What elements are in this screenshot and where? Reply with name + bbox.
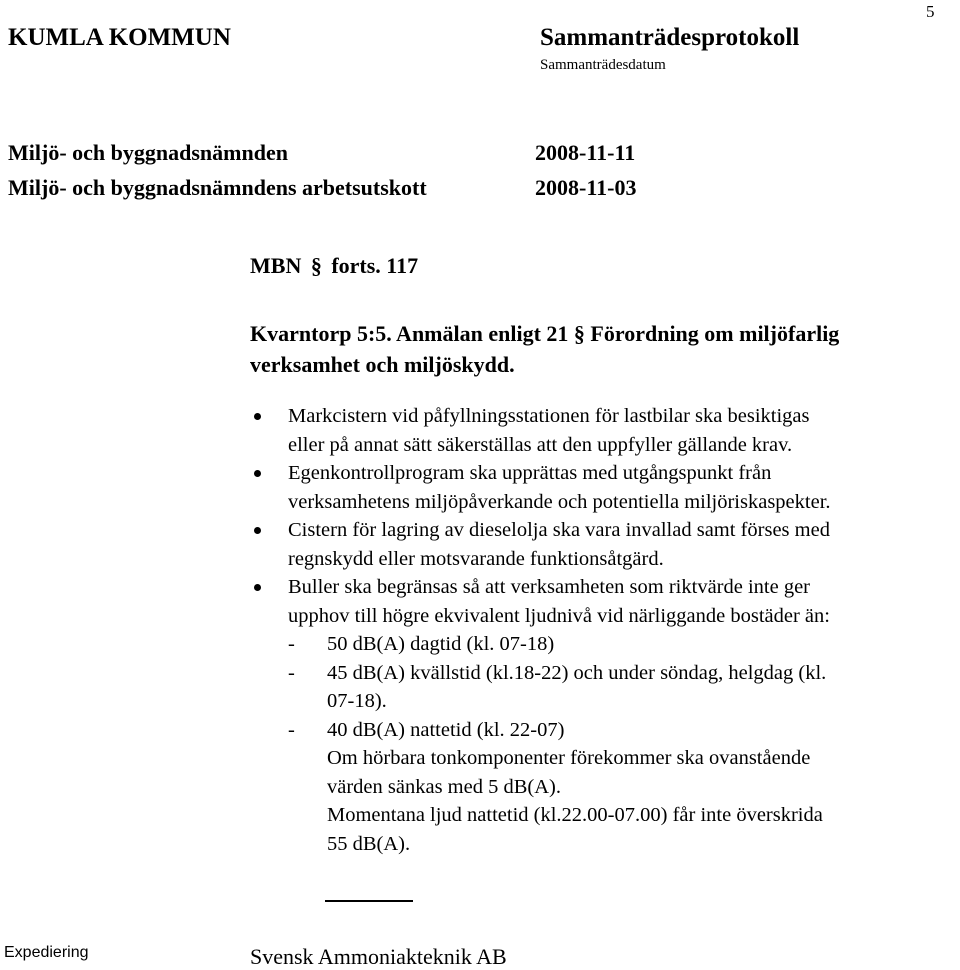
list-item [250,402,955,459]
dash-marker: - [288,661,295,684]
bullet-icon [254,470,261,477]
limit-line: 07-18). [327,690,387,712]
organization-name: KUMLA KOMMUN [8,24,231,51]
list-item-line: regnskydd eller motsvarande funktionsåtgärd. [288,547,664,570]
note-line: Momentana ljud nattetid (kl.22.00-07.00) får inte överskrida [327,804,823,826]
limit-line: 40 dB(A) nattetid (kl. 22-07) [327,718,565,741]
limit-line: 50 dB(A) dagtid (kl. 07-18) [327,633,555,655]
list-item-line: eller på annat sätt säkerställas att den uppfyller gällande krav. [288,433,793,456]
dash-marker: - [288,633,295,655]
section-symbol: § [310,253,322,278]
heading-line: Kvarntorp 5:5. Anmälan enligt 21 § Förordning om miljöfarlig [250,321,840,346]
limit-item [250,716,955,745]
bullet-icon [254,413,261,420]
signature-rule [325,900,413,902]
meeting-date: 2008-11-03 [535,175,637,200]
limit-line: 45 dB(A) kvällstid (kl.18-22) och under söndag, helgdag (kl. [327,661,827,684]
list-item [250,573,955,630]
list-item-line: upphov till högre ekvivalent ljudnivå vid närliggande bostäder än: [288,604,830,627]
footer-label: Expediering [4,944,89,961]
meeting-body: Miljö- och byggnadsnämnden [8,140,288,165]
note-line: värden sänkas med 5 dB(A). [327,775,561,798]
note-paragraph [250,744,955,801]
page-number: 5 [926,2,935,21]
document-title: Sammanträdesprotokoll [540,24,800,51]
list-item-line: Buller ska begränsas så att verksamheten som riktvärde inte ger [288,576,811,598]
bullet-icon [254,527,261,534]
list-item-line: Egenkontrollprogram ska upprättas med utgångspunkt från [288,462,772,484]
section-heading [250,318,950,380]
meeting-body: Miljö- och byggnadsnämndens arbetsutskott [8,175,427,200]
document-subtitle: Sammanträdesdatum [540,57,666,73]
note-paragraph [250,801,955,858]
note-line: 55 dB(A). [327,832,411,855]
section-text: forts. 117 [331,253,419,278]
dash-marker: - [288,718,295,741]
limit-item [250,630,955,659]
footer-value: Svensk Ammoniakteknik AB [250,944,507,969]
section-prefix: MBN [250,253,302,278]
section-reference [250,253,418,279]
meeting-date: 2008-11-11 [535,140,636,165]
list-item [250,459,955,516]
note-line: Om hörbara tonkomponenter förekommer ska ovanstående [327,747,811,769]
list-item [250,516,955,573]
list-item-line: verksamhetens miljöpåverkande och potentiella miljöriskaspekter. [288,490,831,513]
heading-line: verksamhet och miljöskydd. [250,352,515,377]
conditions-list [250,402,955,858]
limit-item [250,659,955,716]
list-item-line: Markcistern vid påfyllningsstationen för lastbilar ska besiktigas [288,405,810,427]
list-item-line: Cistern för lagring av dieselolja ska vara invallad samt förses med [288,519,830,541]
bullet-icon [254,584,261,591]
